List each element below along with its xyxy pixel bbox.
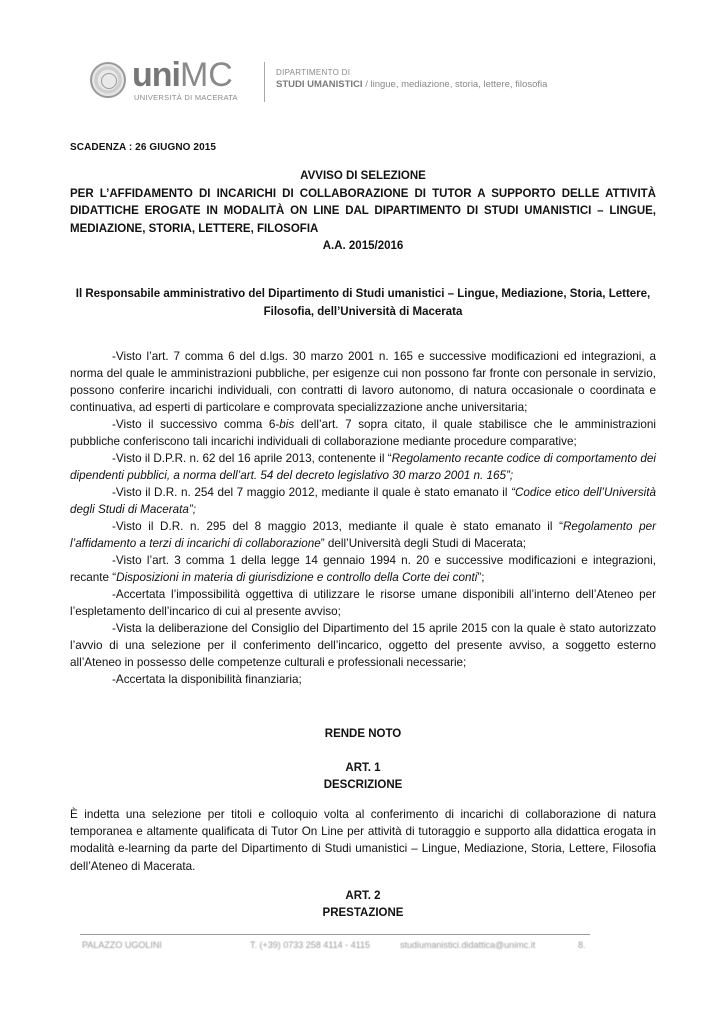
university-seal-icon: [90, 62, 126, 98]
preamble-item: -Accertata la disponibilità finanziaria;: [112, 673, 302, 686]
footer-rule: [80, 934, 590, 935]
footer-phone: T. (+39) 0733 258 4114 - 4115: [250, 940, 371, 950]
department-rest: / lingue, mediazione, storia, lettere, filosofia: [362, 79, 548, 90]
title-line-1: AVVISO DI SELEZIONE: [300, 170, 426, 182]
deadline: SCADENZA : 26 GIUGNO 2015: [70, 142, 217, 153]
preamble-item: -Visto il D.R. n. 254 del 7 maggio 2012, mediante il quale è stato emanato il “Codice etico dell’Università degli Studi di Macerata”;: [70, 486, 656, 516]
section-rende-noto: [70, 726, 656, 794]
notice-title: [70, 168, 656, 256]
art-1-text: È indetta una selezione per titoli e colloquio volta al conferimento di incarichi di collaborazione di natura temporanea e altamente qualificata di Tutor On Line per attività di tutoraggio e supporto alla didattica erogata in modalità e-learning da parte del Dipartimento di Studi umanistici – Lingue, Mediazione, Storia, Lettere, Filosofia dell’Ateneo di Macerata.: [70, 808, 656, 873]
preamble-item: -Visto il D.R. n. 295 del 8 maggio 2013, mediante il quale è stato emanato il “Regolamento per l’affidamento a terzi di incarichi di collaborazione” dell’Università degli Studi di Macerata;: [70, 520, 656, 550]
header-divider: [264, 62, 265, 102]
logo-mc: MC: [179, 56, 233, 94]
footer-email: studiumanistici.didattica@unimc.it: [400, 940, 536, 950]
art-2-title: PRESTAZIONE: [322, 907, 404, 919]
preamble-item: -Visto il D.P.R. n. 62 del 16 aprile 2013, contenente il “Regolamento recante codice di comportamento dei dipendenti pubblici, a norma dell’art. 54 del decreto legislativo 30 marzo 2001 n. 165”;: [70, 452, 657, 482]
preamble-item: -Vista la deliberazione del Consiglio del Dipartimento del 15 aprile 2015 con la quale è stato autorizzato l’avvio di una selezione per il conferimento dell’incarico, oggetto del presente avviso, a soggetto esterno all’Ateneo in possesso delle competenze culturali e professionali necessarie;: [70, 622, 656, 669]
art-1-number: ART. 1: [345, 762, 381, 774]
department-line-1: DIPARTIMENTO DI: [276, 68, 351, 77]
footer-page: 8.: [578, 940, 586, 950]
preamble-item: -Visto l’art. 7 comma 6 del d.lgs. 30 marzo 2001 n. 165 e successive modificazioni ed integrazioni, a norma del quale le amministrazioni pubbliche, per esigenze cui non possono far fronte con personale in servizio, possono conferire incarichi individuali, con contratti di lavoro autonomo, di natura occasionale o coordinata e continuativa, ad esperti di particolare e comprovata specializzazione anche universitaria;: [70, 350, 656, 414]
art-1-title: DESCRIZIONE: [323, 779, 403, 791]
preamble-item: -Visto l’art. 3 comma 1 della legge 14 gennaio 1994 n. 20 e successive modificazioni e integrazioni, recante “Disposizioni in materia di giurisdizione e controllo della Corte dei conti”;: [70, 554, 656, 584]
section-art-2: [70, 888, 656, 922]
title-body: PER L’AFFIDAMENTO DI INCARICHI DI COLLABORAZIONE DI TUTOR A SUPPORTO DELLE ATTIVITÀ DIDATTICHE EROGATE IN MODALITÀ ON LINE DAL DIPARTIMENTO DI STUDI UMANISTICI – LINGUE, MEDIAZIONE, STORIA, LETTERE, FILOSOFIA: [70, 187, 656, 235]
preamble: [70, 348, 656, 688]
footer: [80, 940, 600, 960]
unimc-logo: [132, 58, 233, 92]
preamble-item: -Visto il successivo comma 6-bis dell’art. 7 sopra citato, il quale stabilisce che le amministrazioni pubbliche conferiscono tali incarichi individuali di collaborazione mediante procedure comparative;: [70, 418, 656, 448]
department-bold: STUDI UMANISTICI: [276, 79, 363, 90]
academic-year: A.A. 2015/2016: [322, 240, 404, 252]
logo-subtitle: UNIVERSITÀ DI MACERATA: [134, 93, 238, 102]
department-line-2: [276, 78, 547, 91]
logo-uni: uni: [132, 56, 180, 94]
preamble-item: -Accertata l’impossibilità oggettiva di utilizzare le risorse umane disponibili all’interno dell’Ateneo per l’espletamento dell’incarico di cui al presente avviso;: [70, 588, 656, 618]
footer-address: PALAZZO UGOLINI: [82, 940, 162, 950]
responsible-heading: Il Responsabile amministrativo del Dipartimento di Studi umanistici – Lingue, Mediazione, Storia, Lettere, Filosofia, dell’Università di Macerata: [75, 288, 651, 318]
art-2-number: ART. 2: [345, 890, 381, 902]
department-name: [276, 68, 547, 91]
rende-noto-heading: RENDE NOTO: [324, 728, 402, 740]
letterhead: [86, 58, 646, 106]
